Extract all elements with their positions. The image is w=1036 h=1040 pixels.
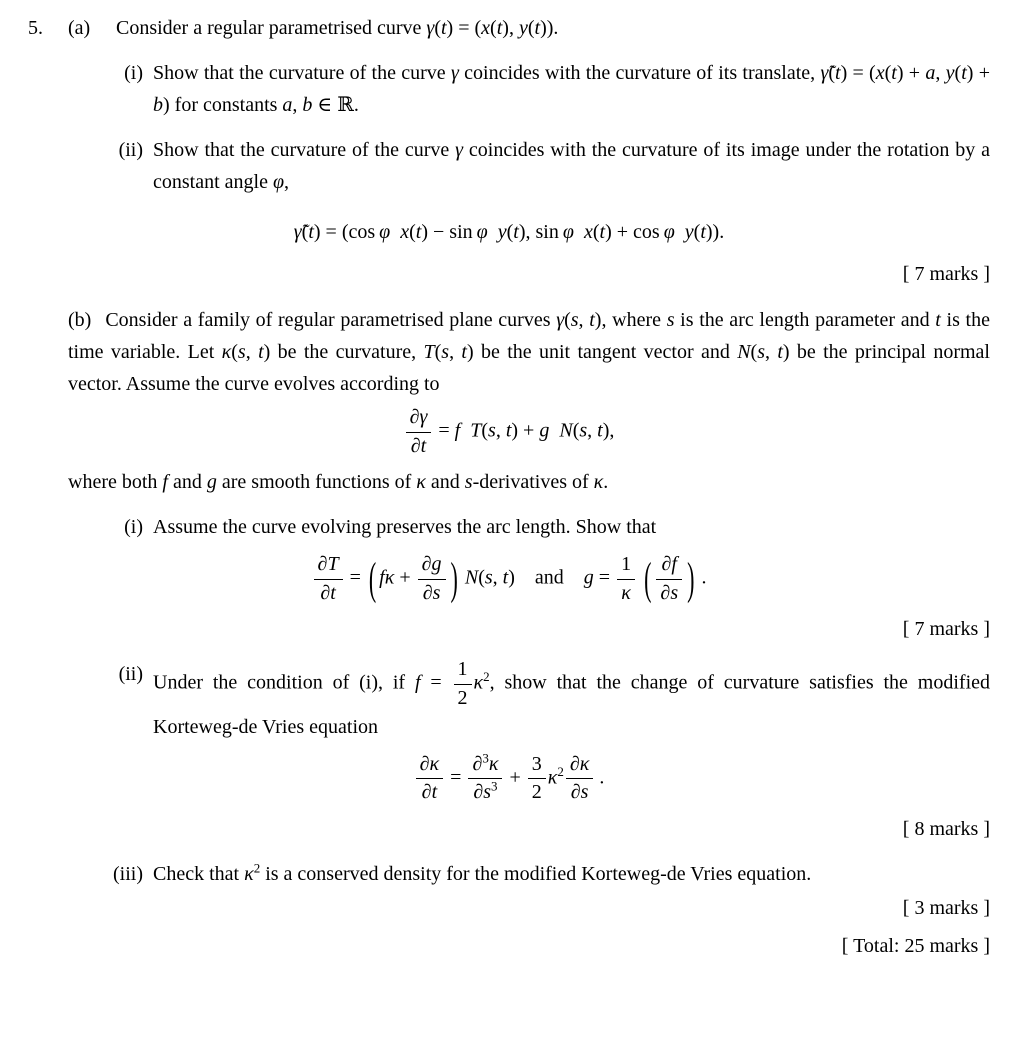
part-b-intro: Consider a family of regular parametrised plane curves γ(s, t), where s is the arc length parameter and t is the time variable. Let κ(s, t) be the curvature, T(s, t) be the unit tangent vector and N(s, t) be the principal normal vector. Assume the curve evolves according to — [68, 309, 990, 395]
item-a-ii — [28, 134, 990, 198]
marks-b-i: [ 7 marks ] — [902, 618, 990, 641]
where-clause: where both f and g are smooth functions of κ and s-derivatives of κ. — [68, 471, 609, 494]
question-header-row — [28, 12, 990, 44]
item-b-ii — [28, 658, 990, 742]
item-b-ii-text: Under the condition of (i), if f = $\frac{1}{2}$ $\kappa^2$, show that the change of curvature satisfies the modified Korteweg-de Vries equation — [153, 658, 990, 738]
item-b-iii — [28, 858, 990, 890]
item-b-i-text: Assume the curve evolving preserves the arc length. Show that — [153, 516, 657, 539]
question-number: 5. — [28, 17, 43, 39]
equation-mkdv: $\frac{\partial\kappa}{\partial t}$ = $\frac{\partial^3\kappa}{\partial s^3}$ + $\frac{3}{2}$ $\kappa^2$ $\frac{\partial\kappa}{\partial s}$ . — [28, 753, 990, 805]
marks-b-ii: [ 8 marks ] — [902, 817, 990, 840]
equation-tangent-evolution: $\frac{\partial T}{\partial t}$ = ( fκ + $\frac{\partial g}{\partial s}$ ) N(s, t) and g = $\frac{1}{\kappa}$ ( $\frac{\partial f}{\partial s}$ ) . — [28, 553, 990, 605]
item-a-ii-label: (ii) — [118, 139, 143, 161]
item-b-i-label: (i) — [124, 516, 143, 539]
item-a-ii-text: Show that the curvature of the curve γ coincides with the curvature of its image under the rotation by a constant angle φ, — [153, 139, 990, 193]
marks-part-a: [ 7 marks ] — [902, 263, 990, 285]
item-b-iii-label: (iii) — [113, 862, 143, 885]
item-b-iii-text: Check that $\kappa^2$ is a conserved density for the modified Korteweg-de Vries equation. — [153, 860, 812, 885]
paragraph-part-b — [68, 304, 990, 400]
item-a-i — [28, 57, 990, 121]
item-b-ii-label: (ii) — [118, 663, 143, 686]
equation-rotation: γ̃(t) = (cos φ x(t) − sin φ y(t), sin φ x(t) + cos φ y(t)). — [293, 221, 725, 243]
part-b-label: (b) — [68, 309, 92, 331]
part-a-intro: Consider a regular parametrised curve γ(t) = (x(t), y(t)). — [116, 17, 559, 39]
part-a-label: (a) — [68, 17, 91, 39]
item-a-i-label: (i) — [124, 62, 143, 84]
item-a-i-text: Show that the curvature of the curve γ coincides with the curvature of its translate, γ̃(t) = (x(t) + a, y(t) + b) for constants a, b ∈ ℝ. — [153, 62, 990, 116]
equation-evolution: $\frac{\partial\gamma}{\partial t}$ = f T(s, t) + g N(s, t), — [28, 406, 990, 458]
total-marks: [ Total: 25 marks ] — [841, 934, 990, 957]
item-b-i — [28, 511, 990, 543]
marks-b-iii: [ 3 marks ] — [902, 896, 990, 919]
